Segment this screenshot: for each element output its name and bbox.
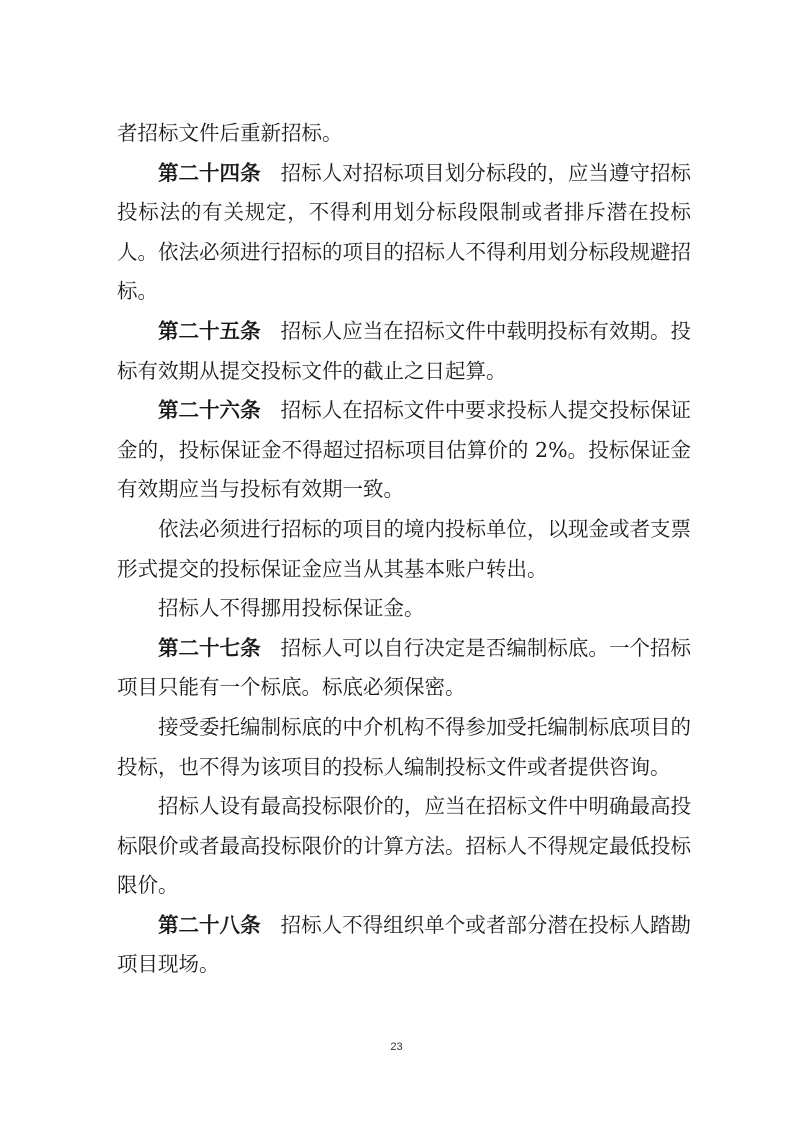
article-24: [117, 154, 691, 312]
article-text: 招标人对招标项目划分标段的，应当遵守招标投标法的有关规定，不得利用划分标段限制或者排斥潜在投标人。依法必须进行招标的项目的招标人不得利用划分标段规避招标。: [117, 160, 692, 304]
paragraph-text: 接受委托编制标底的中介机构不得参加受托编制标底项目的投标，也不得为该项目的投标人编制投标文件或者提供咨询。: [117, 714, 691, 779]
paragraph: [117, 589, 691, 629]
paragraph-text: 招标人设有最高投标限价的，应当在招标文件中明确最高投标限价或者最高投标限价的计算方法。招标人不得规定最低投标限价。: [117, 794, 691, 898]
paragraph-text: 者招标文件后重新招标。: [117, 121, 343, 145]
paragraph: [117, 787, 691, 906]
article-28: [117, 906, 691, 985]
article-number: 第二十四条: [158, 160, 261, 185]
article-text: 招标人应当在招标文件中载明投标有效期。投标有效期从提交投标文件的截止之日起算。: [117, 318, 692, 383]
paragraph-continuation: [117, 114, 691, 154]
paragraph-text: 依法必须进行招标的项目的境内投标单位，以现金或者支票形式提交的投标保证金应当从其基本账户转出。: [117, 516, 691, 581]
article-27: [117, 629, 691, 708]
article-text: 招标人不得组织单个或者部分潜在投标人踏勘项目现场。: [117, 912, 692, 977]
paragraph: [117, 510, 691, 589]
article-text: 招标人可以自行决定是否编制标底。一个招标项目只能有一个标底。标底必须保密。: [117, 635, 692, 700]
article-number: 第二十五条: [158, 318, 261, 343]
paragraph-text: 招标人不得挪用投标保证金。: [158, 596, 425, 621]
article-25: [117, 312, 691, 391]
paragraph: [117, 708, 691, 787]
page-number: 23: [390, 1041, 403, 1053]
article-26: [117, 391, 691, 510]
article-text: 招标人在招标文件中要求投标人提交投标保证金的，投标保证金不得超过招标项目估算价的 2%。投标保证金有效期应当与投标有效期一致。: [117, 398, 692, 502]
article-number: 第二十八条: [158, 912, 261, 937]
page-body: [117, 114, 691, 985]
article-number: 第二十七条: [158, 635, 261, 660]
article-number: 第二十六条: [158, 398, 261, 423]
